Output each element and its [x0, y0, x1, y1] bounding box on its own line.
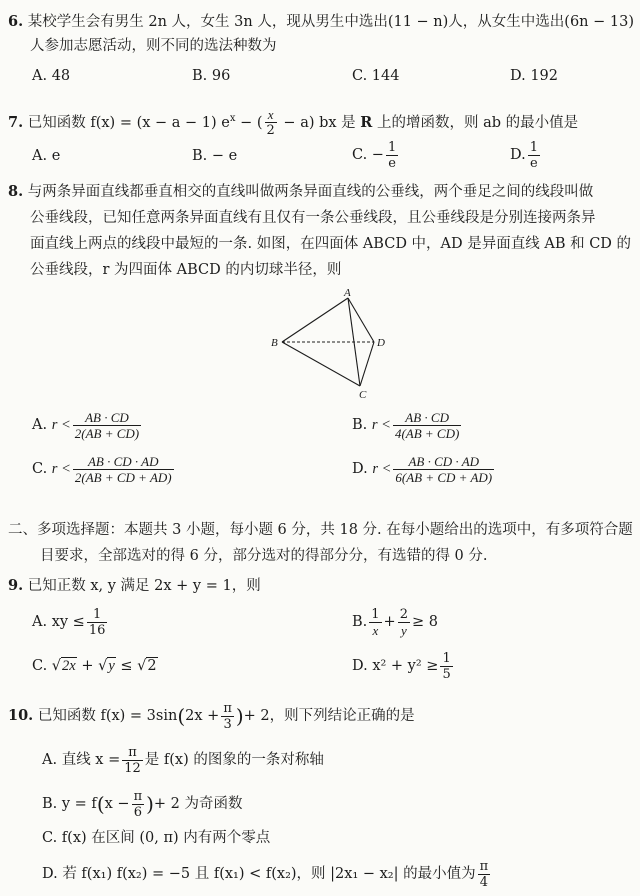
edge-bc	[282, 342, 360, 386]
edge-cd	[360, 342, 374, 386]
question-number: 8.	[8, 183, 24, 200]
q7-option-c-label: C. −	[352, 147, 384, 163]
q7-stem-mid1: − (	[235, 114, 263, 131]
q6-option-c: C. 144	[352, 68, 400, 84]
q8-option-a-fraction: $\frac{AB \cdot CD}{2(AB + CD)}$	[74, 409, 140, 441]
q10-option-d: D. 若 f(x₁) f(x₂) = −5 且 f(x₁) < f(x₂)，则 |2x₁ − x₂| 的最小值为 $\frac{\pi}{4}$	[42, 858, 489, 890]
question-number: 9.	[8, 577, 24, 594]
q7-option-c-fraction: $\frac{1}{e}$	[387, 139, 397, 171]
label-d: D	[377, 337, 385, 349]
question-7	[8, 102, 578, 140]
q10-option-a: A. 直线 x = $\frac{\pi}{12}$ 是 f(x) 的图象的一条对称轴	[42, 744, 324, 776]
edge-ab	[282, 298, 348, 342]
q9-option-a-fraction: $\frac{1}{16}$	[88, 606, 106, 638]
q10-option-c: C. f(x) 在区间 (0, π) 内有两个零点	[42, 830, 271, 846]
q8-stem-line2: 公垂线段，已知任意两条异面直线有且仅有一条公垂线段，且公垂线段是分别连接两条异	[30, 210, 596, 226]
q8-stem-line4: 公垂线段，r 为四面体 ABCD 的内切球半径，则	[30, 262, 342, 278]
q7-option-b: B. − e	[192, 148, 238, 164]
q7-exp: x	[229, 113, 236, 124]
q7-stem-post: 上的增函数，则 ab 的最小值是	[372, 114, 579, 131]
q6-option-b: B. 96	[192, 68, 231, 84]
edge-ad	[348, 298, 374, 342]
q7-option-d	[510, 136, 542, 174]
q8-option-b: B. r < $\frac{AB \cdot CD}{4(AB + CD)}$	[352, 409, 460, 441]
question-6-stem-cont: 人参加志愿活动，则不同的选法种数为	[30, 38, 277, 54]
section-2-heading-cont: 目要求，全部选对的得 6 分，部分选对的得部分分，有选错的得 0 分.	[40, 548, 488, 564]
q7-stem-pre: 已知函数 f(x) = (x − a − 1) e	[27, 114, 230, 131]
question-9	[8, 576, 261, 596]
section-2-heading: 二、多项选择题：本题共 3 小题，每小题 6 分，共 18 分. 在每小题给出的选项中，有多项符合题	[8, 522, 633, 538]
q10-option-a-fraction: $\frac{\pi}{12}$	[124, 744, 141, 776]
label-b: B	[271, 337, 278, 349]
question-stem: 某校学生会有男生 2n 人，女生 3n 人，现从男生中选出(11 − n)人，从女生中选出(6n − 13)	[27, 14, 634, 30]
q9-option-a: A. xy ≤ $\frac{1}{16}$	[32, 606, 106, 638]
q8-option-d: D. r < $\frac{AB \cdot CD \cdot AD}{6(AB + CD + AD)}$	[352, 453, 493, 485]
q10-stem-post: + 2，则下列结论正确的是	[243, 708, 415, 724]
q6-option-d: D. 192	[510, 68, 559, 84]
tetrahedron-figure	[262, 286, 392, 401]
q7-fraction: $\frac{x}{2}$	[266, 107, 275, 139]
q9-option-b: B. $\frac{1}{x}$ + $\frac{2}{y}$ ≥ 8	[352, 606, 438, 638]
question-8	[8, 182, 593, 202]
q7-option-d-label: D.	[510, 147, 526, 163]
q7-option-c	[352, 136, 400, 174]
question-6	[8, 12, 634, 32]
q10-option-d-fraction: $\frac{\pi}{4}$	[479, 858, 489, 890]
q8-option-c: C. r < $\frac{AB \cdot CD \cdot AD}{2(AB + CD + AD)}$	[32, 453, 172, 485]
question-10: 10. 已知函数 f(x) = 3sin(2x + $\frac{\pi}{3}$ )+ 2，则下列结论正确的是	[8, 700, 415, 732]
q9-option-c: C. √2x + √y ≤ √2	[32, 658, 157, 674]
question-number: 10.	[8, 707, 34, 724]
q10-fraction: $\frac{\pi}{3}$	[223, 700, 232, 732]
q8-stem-line3: 面直线上两点的线段中最短的一条. 如图，在四面体 ABCD 中，AD 是异面直线 AB 和 CD 的	[30, 236, 632, 252]
q7-option-d-fraction: $\frac{1}{e}$	[529, 139, 538, 171]
q10-option-b: B. y = f(x − $\frac{\pi}{6}$ )+ 2 为奇函数	[42, 788, 243, 820]
q6-option-a: A. 48	[32, 68, 71, 84]
q8-option-a: A. r < $\frac{AB \cdot CD}{2(AB + CD)}$	[32, 409, 140, 441]
question-stem: 已知正数 x, y 满足 2x + y = 1，则	[27, 578, 261, 594]
label-a: A	[344, 287, 351, 299]
q7-real-set: R	[360, 113, 373, 131]
q7-stem-mid2: − a) bx 是	[278, 114, 361, 131]
label-c: C	[359, 389, 367, 401]
q9-option-d: D. x² + y² ≥ $\frac{1}{5}$	[352, 650, 451, 682]
question-stem: 与两条异面直线都垂直相交的直线叫做两条异面直线的公垂线，两个垂足之间的线段叫做	[27, 184, 594, 200]
question-number: 6.	[8, 13, 24, 30]
q8-option-b-fraction: $\frac{AB \cdot CD}{4(AB + CD)}$	[394, 409, 460, 441]
q9-option-d-fraction: $\frac{1}{5}$	[442, 650, 451, 682]
q8-option-d-fraction: $\frac{AB \cdot CD \cdot AD}{6(AB + CD + AD)}$	[395, 453, 493, 485]
q7-option-a: A. e	[32, 148, 61, 164]
q10-stem-pre: 已知函数 f(x) = 3sin	[37, 708, 178, 724]
q9-option-b-fraction-1: $\frac{1}{x}$	[371, 606, 380, 638]
question-number: 7.	[8, 113, 24, 131]
q10-option-b-fraction: $\frac{\pi}{6}$	[133, 788, 143, 820]
q9-option-b-fraction-2: $\frac{2}{y}$	[399, 606, 408, 638]
q8-option-c-fraction: $\frac{AB \cdot CD \cdot AD}{2(AB + CD + AD)}$	[74, 453, 172, 485]
